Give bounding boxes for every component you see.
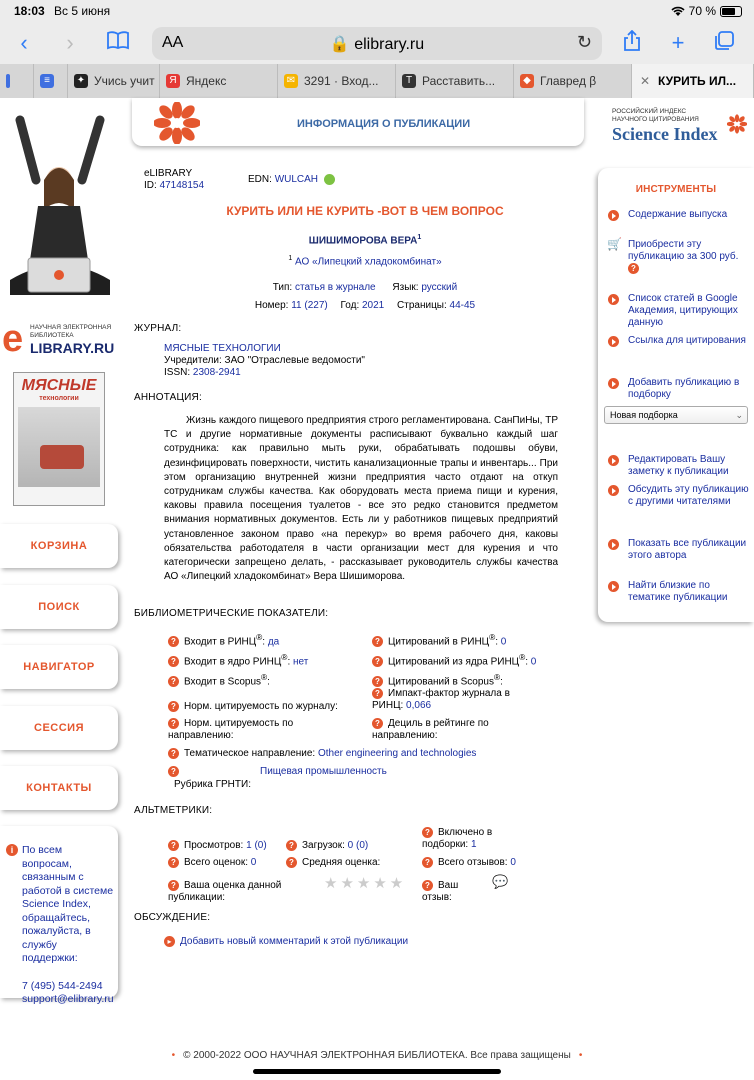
tab-label: 3291 · Вход... — [304, 74, 379, 88]
help-icon[interactable]: ? — [168, 636, 179, 647]
metric-label: Входит в Scopus — [184, 676, 262, 688]
metric-value: нет — [293, 656, 309, 668]
tool-label: Содержание выпуска — [628, 209, 728, 220]
tool-label: Добавить публикацию в подборку — [628, 377, 740, 400]
url-text — [152, 34, 602, 54]
annotation-body: Жизнь каждого пищевого предприятия строго регламентирована. СанПиНы, ТР ТС и другие нормативные документы расписывают буквально каждый шаг сотрудника: как правильно мыть руки, обрабатывать подошвы обуви, дезинфицировать поверхности, чистить канализационные трапы и инвентарь... При этом организацию внутренней жизни предприятия часто отдают на откуп сотрудникам службы качества. Как оборудовать места приема пищи и курения, каковы правила посещения туалетов - все это редко становится предметом внимания нормативных документов. Есть ли у работников пищевых предприятий установленное законом право «на перекур» во время рабочего дня, каковы обязательства работодателя в части организации мест для курения и что категорически запрещено делать, - рассказывает руководитель службы качества АО «Липецкий хладокомбинат» Вера Шишиморова. — [164, 415, 558, 583]
metric-label: Ваш отзыв: — [422, 880, 459, 904]
add-comment-link[interactable] — [164, 936, 408, 948]
metric-scopus-in: ? Входит в Scopus®: — [168, 671, 270, 688]
help-icon[interactable]: ? — [168, 766, 179, 777]
mail-favicon-icon: ✉ — [284, 74, 298, 88]
metric-core-in: ? Входит в ядро РИНЦ®: нет — [168, 651, 308, 668]
help-icon[interactable]: ? — [168, 718, 179, 729]
journal-cover[interactable] — [13, 372, 105, 506]
tabs-overview-icon[interactable] — [710, 30, 738, 58]
help-icon[interactable]: ? — [168, 701, 179, 712]
yandex-favicon-icon: Я — [166, 74, 180, 88]
altmetrics-label: АЛЬТМЕТРИКИ: — [134, 805, 213, 816]
browser-toolbar — [0, 24, 754, 64]
tool-discuss[interactable] — [608, 484, 754, 508]
help-phone[interactable]: 7 (495) 544-2494 — [22, 979, 103, 992]
tools-panel — [598, 168, 754, 622]
tool-add-collection[interactable] — [608, 377, 754, 401]
footer — [0, 1050, 754, 1061]
tool-buy[interactable] — [608, 239, 754, 275]
arrow-icon — [608, 581, 619, 592]
reg-mark: ® — [493, 672, 501, 682]
journal-block — [164, 343, 365, 379]
metric-value: 0 — [250, 857, 257, 869]
affil-sup: 1 — [288, 255, 293, 262]
metric-label: Ваша оценка данной публикации: — [168, 880, 282, 904]
tab-label: Учись учит — [94, 74, 155, 88]
metric-grnti-icon-row — [168, 766, 184, 778]
cart-icon: 🛒 — [607, 237, 622, 251]
issn-label: ISSN: — [164, 367, 191, 378]
metric-value: 0,066 — [406, 700, 432, 712]
tab-strip — [0, 64, 754, 98]
info-icon: i — [6, 844, 18, 856]
tab-1[interactable] — [34, 64, 68, 98]
reader-aa-button[interactable]: AA — [162, 34, 184, 51]
metric-rinc-in: ? Входит в РИНЦ®: да — [168, 631, 279, 648]
publication-id[interactable]: 47148154 — [159, 180, 205, 191]
tool-label: Список статей в Google Академия, цитирующих данную — [628, 293, 738, 328]
metric-label: Загрузок: — [302, 840, 345, 852]
metric-label: Всего оценок: — [184, 857, 248, 869]
metric-label: Цитирований из ядра РИНЦ — [388, 656, 520, 668]
tab-active[interactable] — [632, 64, 754, 98]
metric-grnti-label: Рубрика ГРНТИ: — [174, 779, 251, 790]
metric-decile — [372, 718, 512, 742]
help-icon[interactable]: ? — [168, 748, 179, 759]
help-icon[interactable]: ? — [168, 880, 179, 891]
alt-included — [422, 827, 512, 851]
help-icon[interactable]: ? — [372, 718, 383, 729]
reg-mark: ® — [519, 652, 526, 662]
si-small-text: РОССИЙСКИЙ ИНДЕКС НАУЧНОГО ЦИТИРОВАНИЯ — [612, 108, 699, 123]
pages-value: 44-45 — [449, 300, 476, 311]
mascot-image — [0, 110, 120, 310]
metric-value[interactable]: 1 — [470, 839, 477, 851]
tab-6[interactable] — [514, 64, 632, 98]
metric-cit-core: ? Цитирований из ядра РИНЦ®: 0 — [372, 651, 536, 668]
publication-info-banner — [132, 98, 584, 146]
tool-label: Редактировать Вашу заметку к публикации — [628, 454, 729, 477]
help-box — [0, 826, 118, 1005]
type-lang-row — [134, 282, 596, 293]
forward-icon[interactable]: › — [66, 30, 74, 55]
logo-big-text: LIBRARY.RU — [30, 340, 115, 356]
review-bubble-icon[interactable]: 💬 — [492, 874, 509, 889]
author-name[interactable]: ШИШИМОРОВА ВЕРА — [308, 235, 418, 247]
metric-value: да — [267, 636, 280, 648]
num-value[interactable]: 11 (227) — [291, 300, 328, 311]
alt-avg — [286, 857, 380, 869]
metric-cit-rinc: ? Цитирований в РИНЦ®: 0 — [372, 631, 506, 648]
pages-label: Страницы: — [397, 300, 447, 311]
star-favicon-icon: ✦ — [74, 74, 88, 88]
reg-mark: ® — [261, 672, 268, 682]
alt-your-rating — [168, 880, 298, 904]
alt-reviews — [422, 857, 516, 869]
elibrary-logo[interactable] — [0, 320, 118, 360]
nav-cart-button[interactable]: КОРЗИНА — [0, 524, 118, 568]
tab-0[interactable] — [0, 64, 34, 98]
metric-label: Включено в подборки: — [422, 827, 493, 851]
flower-icon — [154, 102, 200, 144]
footer-dot: • — [171, 1050, 176, 1061]
doc-favicon-icon: ≡ — [40, 74, 54, 88]
edn-value[interactable]: WULCAH — [274, 174, 319, 186]
help-icon[interactable]: ? — [168, 840, 179, 851]
tab-label: Яндекс — [186, 74, 227, 88]
tool-label: Приобрести эту публикацию за 300 руб. — [628, 239, 739, 262]
status-right — [671, 4, 742, 18]
close-tab-icon[interactable]: ✕ — [639, 74, 651, 88]
author-row — [134, 234, 596, 246]
help-icon[interactable]: ? — [372, 688, 383, 699]
publication-title: КУРИТЬ ИЛИ НЕ КУРИТЬ -ВОТ В ЧЕМ ВОПРОС — [226, 204, 504, 218]
status-bar — [0, 0, 754, 24]
help-text: По всем вопросам, связанным с работой в системе Science Index, обращайтесь, пожалуйста, в службу поддержки: — [22, 844, 114, 964]
metric-value[interactable]: Пищевая промышленность — [260, 766, 387, 777]
metric-label: Просмотров: — [184, 840, 244, 852]
metric-label: Дециль в рейтинге по направлению: — [372, 718, 489, 742]
metric-impact — [372, 688, 522, 712]
help-email[interactable]: support@elibrary.ru — [22, 993, 114, 1005]
affiliation[interactable]: АО «Липецкий хладокомбинат» — [295, 256, 442, 268]
metric-cit-scopus: ? Цитирований в Scopus®: — [372, 671, 503, 688]
bibliometrics-label: БИБЛИОМЕТРИЧЕСКИЕ ПОКАЗАТЕЛИ: — [134, 608, 329, 619]
journal-label: ЖУРНАЛ: — [134, 323, 182, 334]
t-favicon-icon: T — [402, 74, 416, 88]
new-tab-icon[interactable]: + — [671, 30, 685, 55]
help-icon[interactable]: ? — [168, 676, 179, 687]
help-icon[interactable]: ? — [422, 880, 433, 891]
bookmarks-icon[interactable] — [104, 30, 132, 56]
journal-issn-row — [164, 367, 365, 379]
type-value: статья в журнале — [295, 282, 376, 293]
help-icon[interactable]: ? — [168, 656, 179, 667]
status-date: Вс 5 июня — [54, 4, 111, 18]
nav-navigator-button[interactable]: НАВИГАТОР — [0, 645, 118, 689]
battery-icon — [720, 6, 742, 17]
discussion-label: ОБСУЖДЕНИЕ: — [134, 912, 211, 923]
help-icon[interactable]: ? — [372, 676, 383, 687]
metric-norm-journal — [168, 701, 338, 713]
tool-edit-note[interactable] — [608, 454, 754, 478]
wifi-icon — [671, 6, 685, 17]
tool-issue-contents[interactable] — [608, 209, 754, 221]
edn-label: EDN: — [248, 174, 272, 186]
footer-copyright: © 2000-2022 ООО НАУЧНАЯ ЭЛЕКТРОННАЯ БИБЛИОТЕКА. Все права защищены — [183, 1050, 571, 1061]
arrow-icon — [608, 294, 619, 305]
home-indicator[interactable] — [253, 1069, 501, 1074]
rating-stars[interactable]: ★★★★★ — [324, 875, 407, 892]
glavred-favicon-icon: ◆ — [520, 74, 534, 88]
arrow-icon — [608, 336, 619, 347]
arrow-icon — [608, 539, 619, 550]
tab-label: Главред β — [540, 74, 597, 88]
tool-cite-link[interactable] — [608, 335, 754, 347]
collection-select[interactable] — [604, 406, 748, 424]
id-label: ID: — [144, 180, 157, 191]
help-icon[interactable]: ? — [372, 636, 383, 647]
num-label: Номер: — [254, 300, 289, 311]
metric-label: Входит в ядро РИНЦ — [184, 656, 282, 668]
logo-e: e — [2, 318, 24, 360]
year-value[interactable]: 2021 — [362, 300, 385, 311]
nav-contacts-button[interactable]: КОНТАКТЫ — [0, 766, 118, 810]
metric-value: 0 — [510, 857, 516, 869]
author-sup: 1 — [417, 234, 422, 241]
help-icon[interactable]: ? — [422, 857, 433, 868]
metric-grnti-value — [260, 766, 387, 778]
tool-label: Найти близкие по тематике публикации — [628, 580, 728, 603]
metric-value: 0 — [500, 636, 507, 648]
help-icon[interactable]: ? — [286, 840, 297, 851]
add-comment-text[interactable]: Добавить новый комментарий к этой публикации — [180, 936, 409, 948]
reg-mark: ® — [256, 632, 263, 642]
help-icon[interactable]: ? — [422, 827, 433, 838]
elibrary-label: eLIBRARY — [144, 168, 193, 179]
back-icon[interactable]: ‹ — [20, 30, 28, 55]
help-icon[interactable]: ? — [286, 857, 297, 868]
edn-row — [248, 174, 335, 185]
metric-value: 1 (0) — [246, 840, 267, 852]
science-index-logo[interactable] — [612, 108, 752, 152]
metric-value[interactable]: Other engineering and technologies — [317, 748, 477, 760]
issn-value: 2308-2941 — [192, 367, 241, 378]
tool-label: Ссылка для цитирования — [628, 335, 746, 346]
affiliation-row — [134, 255, 596, 267]
help-icon[interactable]: ? — [628, 263, 639, 274]
metric-label: Норм. цитируемость по журналу: — [184, 701, 338, 713]
arrow-icon — [608, 455, 619, 466]
si-big-text: Science Index — [612, 124, 718, 144]
tab-label: Расставить... — [422, 74, 496, 88]
annotation-text — [164, 414, 558, 584]
metric-label: Импакт-фактор журнала в РИНЦ: — [372, 688, 510, 712]
logo-small-text: НАУЧНАЯ ЭЛЕКТРОННАЯ БИБЛИОТЕКА — [30, 324, 112, 339]
metric-label: Всего отзывов: — [438, 857, 508, 869]
metric-value: 0 (0) — [347, 840, 369, 852]
share-icon[interactable] — [618, 30, 646, 58]
reload-icon[interactable]: ↻ — [576, 32, 592, 52]
status-time: 18:03 — [14, 4, 45, 18]
type-label: Тип: — [272, 282, 293, 293]
annotation-label: АННОТАЦИЯ: — [134, 392, 202, 403]
journal-founders: Учредители: ЗАО "Отраслевые ведомости" — [164, 355, 365, 366]
metric-label: Входит в РИНЦ — [184, 636, 257, 648]
metric-label: Цитирований в Scopus — [388, 676, 494, 688]
alt-your-review — [422, 880, 472, 904]
alt-downloads — [286, 840, 368, 852]
tab-5[interactable] — [396, 64, 514, 98]
metric-label: Норм. цитируемость по направлению: — [168, 718, 294, 742]
arrow-icon — [608, 210, 619, 221]
reg-mark: ® — [281, 652, 288, 662]
tool-similar[interactable] — [608, 580, 754, 604]
tools-title: ИНСТРУМЕНТЫ — [635, 184, 717, 195]
help-icon[interactable]: ? — [168, 857, 179, 868]
doi-green-icon — [324, 174, 335, 185]
footer-dot: • — [578, 1050, 583, 1061]
metric-label: Тематическое направление: — [184, 748, 316, 760]
chevron-down-icon: ⌄ — [735, 410, 743, 420]
metric-label: Средняя оценка: — [302, 857, 381, 869]
tab-3[interactable] — [160, 64, 278, 98]
address-bar[interactable] — [152, 27, 602, 60]
cover-photo — [18, 407, 100, 487]
metric-value: 0 — [530, 656, 537, 668]
arrow-icon — [608, 378, 619, 389]
tab-favicon — [6, 74, 10, 88]
metric-label: Цитирований в РИНЦ — [388, 636, 490, 648]
help-icon[interactable]: ? — [372, 656, 383, 667]
issue-row — [134, 300, 596, 311]
lang-label: Язык: — [392, 282, 419, 293]
play-arrow-icon: ▸ — [164, 936, 175, 947]
nav-search-button[interactable]: ПОИСК — [0, 585, 118, 629]
cover-subtitle: технологии — [39, 395, 79, 402]
cover-title: МЯСНЫЕ — [21, 377, 97, 394]
tab-2[interactable] — [68, 64, 160, 98]
journal-name[interactable]: МЯСНЫЕ ТЕХНОЛОГИИ — [164, 343, 281, 354]
tool-label: Показать все публикации этого автора — [628, 538, 747, 561]
nav-session-button[interactable]: СЕССИЯ — [0, 706, 118, 750]
lock-icon: 🔒 — [329, 36, 350, 53]
tab-4[interactable] — [278, 64, 396, 98]
alt-ratings — [168, 857, 256, 869]
metric-topic — [168, 748, 476, 760]
tool-author-pubs[interactable] — [608, 538, 754, 562]
alt-views — [168, 840, 267, 852]
metric-norm-direction — [168, 718, 338, 742]
elibrary-id-row — [144, 180, 204, 191]
tool-google-scholar[interactable] — [608, 293, 754, 329]
banner-title: ИНФОРМАЦИЯ О ПУБЛИКАЦИИ — [297, 118, 471, 130]
select-value: Новая подборка — [610, 410, 678, 420]
si-flower-icon — [727, 114, 747, 134]
reg-mark: ® — [489, 632, 496, 642]
tab-label: КУРИТЬ ИЛ... — [658, 74, 737, 88]
year-label: Год: — [340, 300, 360, 311]
battery-percent: 70 % — [688, 4, 716, 18]
lang-value: русский — [421, 282, 458, 293]
url-value: elibrary.ru — [354, 36, 425, 53]
tool-label: Обсудить эту публикацию с другими читателями — [628, 484, 749, 507]
arrow-icon — [608, 485, 619, 496]
